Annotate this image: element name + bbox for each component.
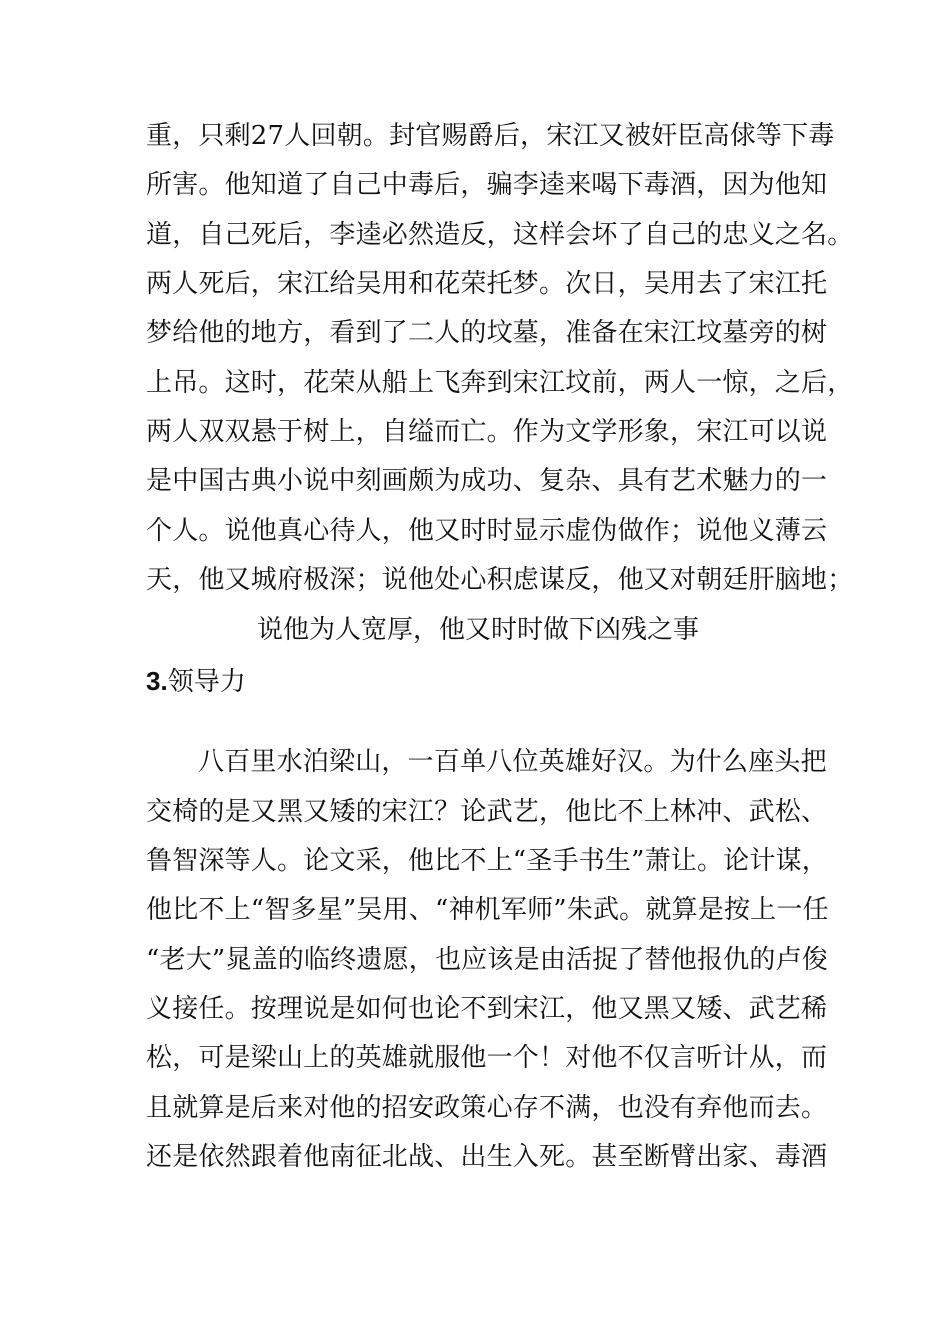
paragraph-2-line: 鲁智深等人。论文采，他比不上“圣手书生”萧让。论计谋， — [146, 846, 828, 876]
paragraph-2-line: 松，可是梁山上的英雄就服他一个！对他不仅言听计从，而 — [146, 1043, 828, 1073]
paragraph-1-line: 所害。他知道了自己中毒后，骗李逵来喝下毒酒，因为他知 — [146, 170, 828, 200]
section-number: 3. — [146, 666, 168, 696]
paragraph-2-line: 义接任。按理说是如何也论不到宋江，他又黑又矮、武艺稀 — [146, 994, 828, 1024]
section-title: 领导力 — [167, 667, 246, 697]
paragraph-1-line: 重，只剩27人回朝。封官赐爵后，宋江又被奸臣高俅等下毒 — [146, 121, 835, 151]
paragraph-2-line: 且就算是后来对他的招安政策心存不满，也没有弃他而去。 — [146, 1093, 828, 1123]
paragraph-1-line: 两人死后，宋江给吴用和花荣托梦。次日，吴用去了宋江托 — [146, 269, 828, 299]
paragraph-2-line: 交椅的是又黑又矮的宋江？论武艺，他比不上林冲、武松、 — [146, 797, 828, 827]
paragraph-1-line: 梦给他的地方，看到了二人的坟墓，准备在宋江坟墓旁的树 — [146, 318, 828, 348]
paragraph-1-line: 天，他又城府极深；说他处心积虑谋反，他又对朝廷肝脑地； — [146, 565, 854, 595]
paragraph-2-line: 他比不上“智多星”吴用、“神机军师”朱武。就算是按上一任 — [146, 895, 829, 925]
paragraph-2-line: 八百里水泊梁山，一百单八位英雄好汉。为什么座头把 — [198, 747, 827, 777]
paragraph-1-line: 上吊。这时，花荣从船上飞奔到宋江坟前，两人一惊，之后， — [146, 368, 854, 398]
section-heading — [146, 664, 246, 699]
paragraph-1-line: 是中国古典小说中刻画颇为成功、复杂、具有艺术魅力的一 — [146, 466, 828, 496]
paragraph-2-line: 还是依然跟着他南征北战、出生入死。甚至断臂出家、毒酒 — [146, 1142, 828, 1172]
paragraph-1-line: 两人双双悬于树上，自缢而亡。作为文学形象，宋江可以说 — [146, 417, 828, 447]
paragraph-2-line: “老大”晁盖的临终遗愿，也应该是由活捉了替他报仇的卢俊 — [146, 945, 828, 975]
centered-line: 说他为人宽厚，他又时时做下凶残之事 — [256, 615, 699, 645]
paragraph-1-line: 个人。说他真心待人，他又时时显示虚伪做作；说他义薄云 — [146, 516, 828, 546]
paragraph-1-line: 道，自己死后，李逵必然造反，这样会坏了自己的忠义之名。 — [146, 220, 854, 250]
